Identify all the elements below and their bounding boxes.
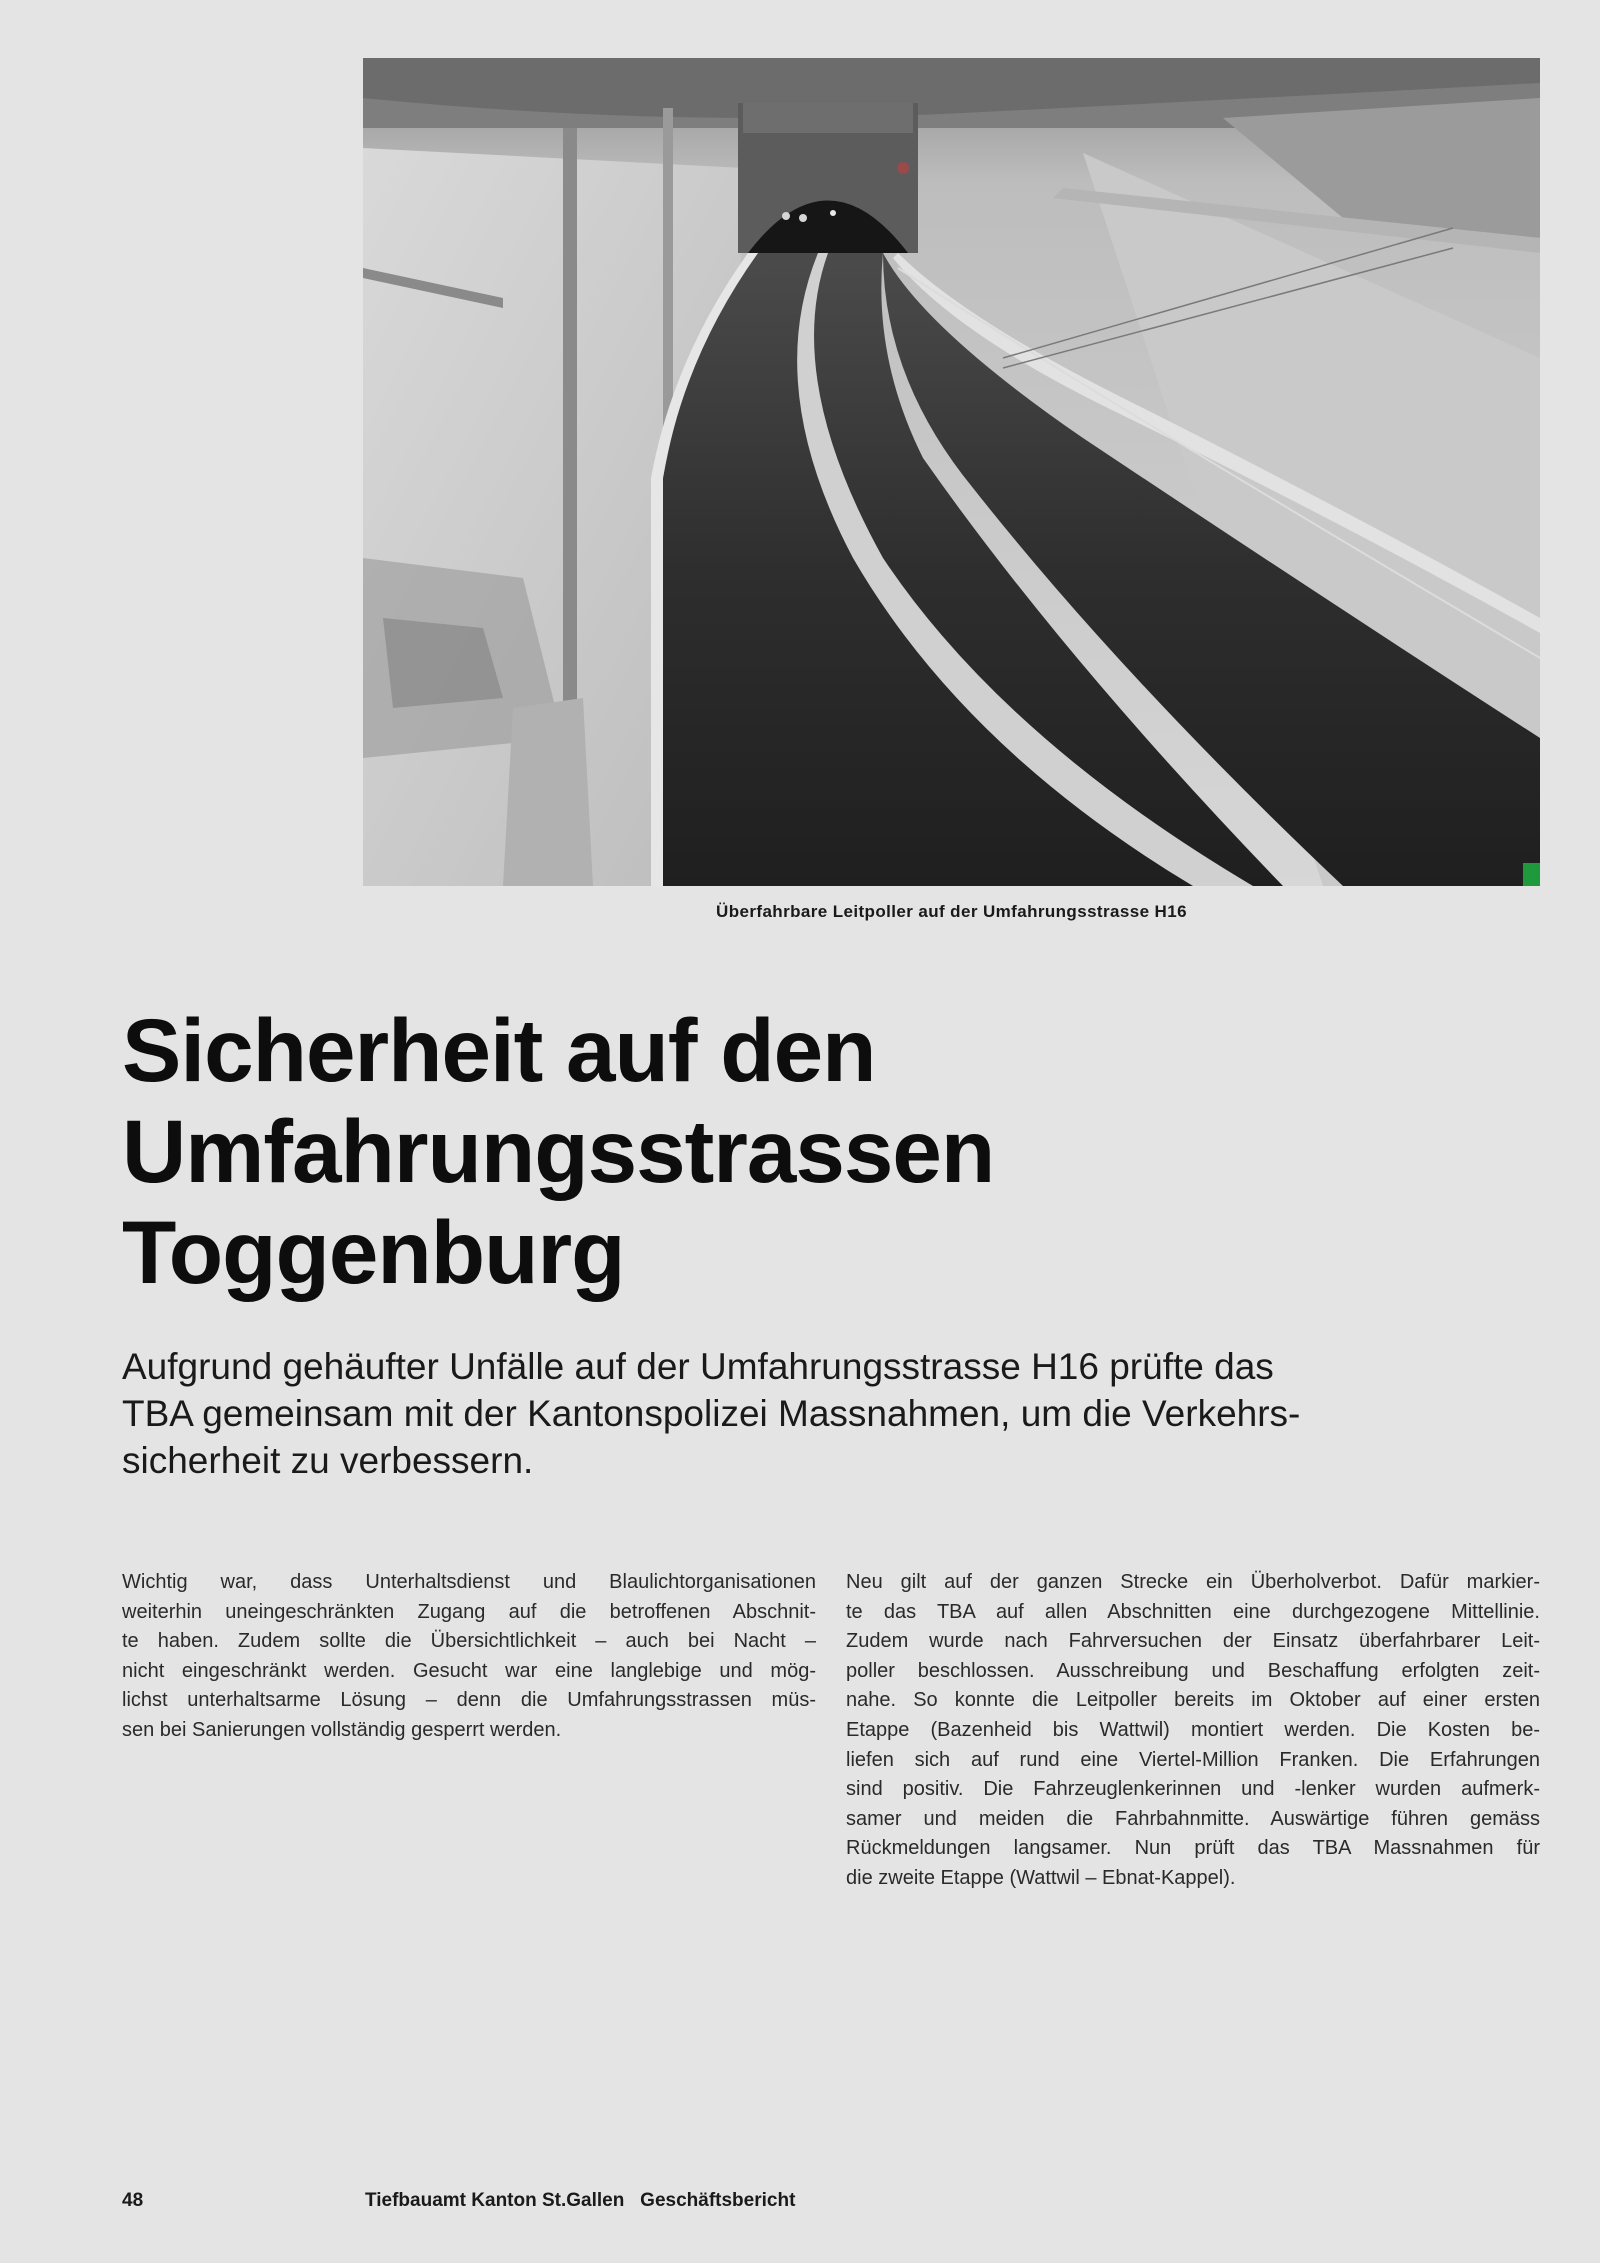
body-line: die zweite Etappe (Wattwil – Ebnat-Kappel). [846,1866,1236,1889]
publication-footer: Tiefbauamt Kanton St.Gallen Geschäftsbericht [365,2190,796,2211]
headline-line: Umfahrungsstrassen [122,1101,995,1201]
body-line: Etappe (Bazenheid bis Wattwil) montiert werden. Die Kosten be- [846,1718,1540,1741]
body-column-right [846,1568,1540,1894]
page-number: 48 [122,2190,144,2211]
body-line: te das TBA auf allen Abschnitten eine durchgezogene Mittellinie. [846,1600,1540,1623]
headline-line: Toggenburg [122,1202,625,1302]
body-line: sen bei Sanierungen vollständig gesperrt werden. [122,1718,562,1741]
photo-illustration [363,58,1540,886]
body-line: liefen sich auf rund eine Viertel-Million Franken. Die Erfahrungen [846,1748,1540,1771]
lead-line: Aufgrund gehäufter Unfälle auf der Umfahrungsstrasse H16 prüfte das [122,1346,1274,1387]
photo-caption: Überfahrbare Leitpoller auf der Umfahrungsstrasse H16 [716,902,1187,921]
lead-line: sicherheit zu verbessern. [122,1440,534,1481]
body-line: Neu gilt auf der ganzen Strecke ein Überholverbot. Dafür markier- [846,1571,1540,1593]
body-line: Zudem wurde nach Fahrversuchen der Einsatz überfahrbarer Leit- [846,1630,1540,1653]
body-line: lichst unterhaltsarme Lösung – denn die Umfahrungsstrassen müs- [122,1689,816,1712]
body-line: poller beschlossen. Ausschreibung und Beschaffung erfolgten zeit- [846,1659,1540,1682]
headline-line: Sicherheit auf den [122,1000,876,1100]
body-line: nahe. So konnte die Leitpoller bereits im Oktober auf einer ersten [846,1689,1540,1712]
lead-line: TBA gemeinsam mit der Kantonspolizei Massnahmen, um die Verkehrs- [122,1393,1301,1434]
body-column-left [122,1568,816,1746]
body-line: te haben. Zudem sollte die Übersichtlichkeit – auch bei Nacht – [122,1630,816,1653]
body-line: Rückmeldungen langsamer. Nun prüft das TBA Massnahmen für [846,1837,1540,1860]
body-line: sind positiv. Die Fahrzeuglenkerinnen und -lenker wurden aufmerk- [846,1778,1540,1801]
body-line: samer und meiden die Fahrbahnmitte. Auswärtige führen gemäss [846,1807,1540,1830]
body-line: Wichtig war, dass Unterhaltsdienst und Blaulichtorganisationen [122,1571,816,1593]
road-tunnel-photo [363,58,1540,886]
body-line: weiterhin uneingeschränkten Zugang auf die betroffenen Abschnit- [122,1600,816,1623]
article-headline [122,1000,1522,1303]
body-line: nicht eingeschränkt werden. Gesucht war eine langlebige und mög- [122,1659,816,1682]
article-lead [122,1343,1540,1484]
